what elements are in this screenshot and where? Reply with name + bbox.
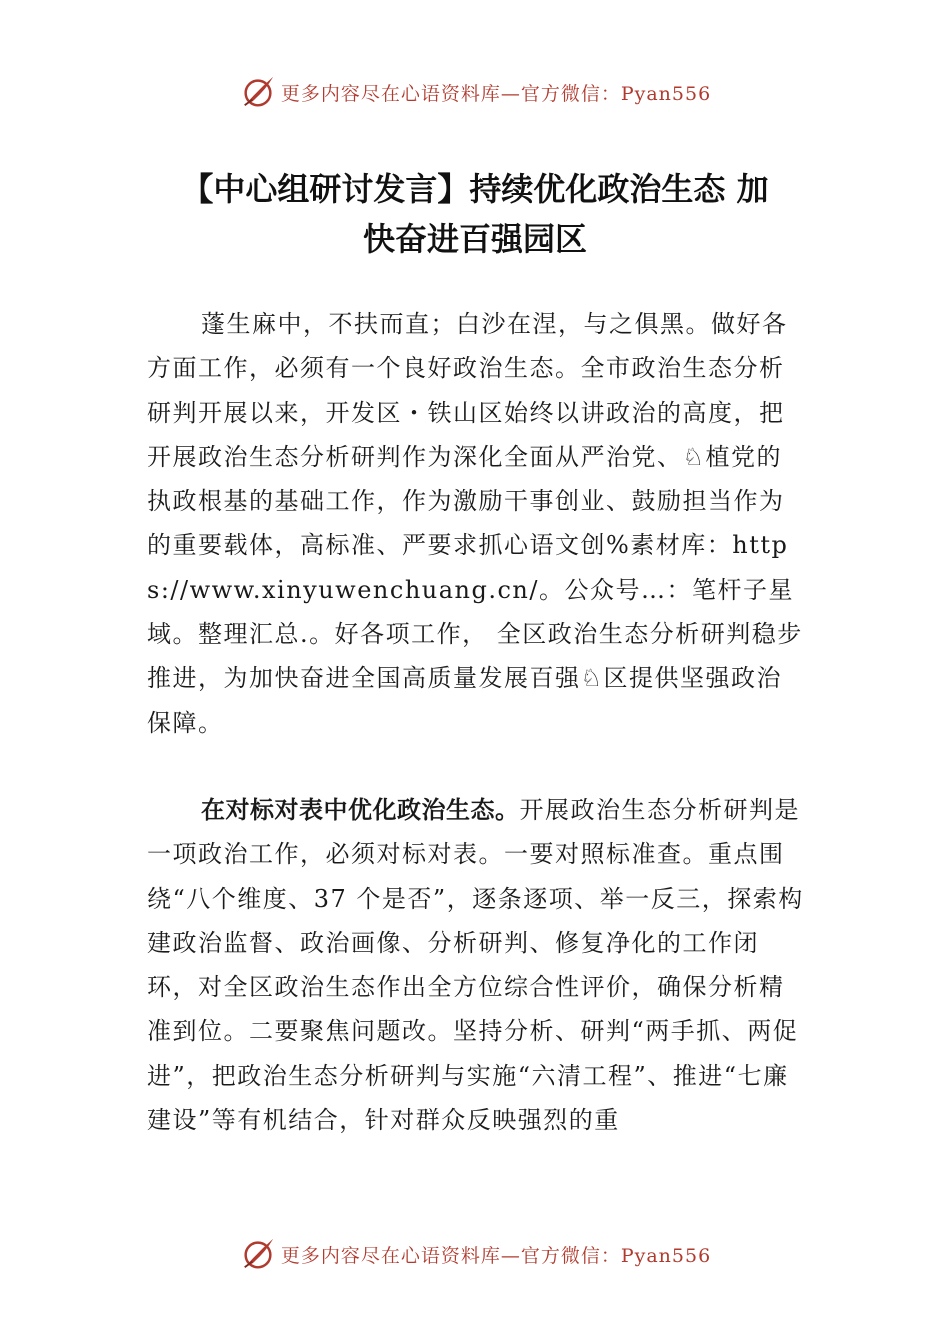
paragraph-2-lead: 在对标对表中优化政治生态。 [201,796,520,824]
title-line-2: 快奋进百强园区 [362,220,587,258]
document-title [145,164,805,264]
title-line-1: 【中心组研讨发言】持续优化政治生态 加 [181,170,769,208]
footer-banner [0,1232,950,1276]
header-banner-text: 更多内容尽在心语资料库—官方微信：Pyan556 [280,82,712,105]
paragraph-1: 蓬生麻中，不扶而直；白沙在涅，与之俱黑。做好各方面工作，必须有一个良好政治生态。全市政治生态分析研判开展以来，开发区・铁山区始终以讲政治的高度，把开展政治生态分析研判作为深化全面从严治党、♘植党的执政根基的基础工作，作为激励干事创业、鼓励担当作为的重要载体，高标准、严要求抓心语文创%素材库：https://www.xinyuwenchuang.cn/。公众号…：笔杆子星域。整理汇总.。好各项工作， 全区政治生态分析研判稳步推进，为加快奋进全国高质量发展百强♘区提供坚强政治保障。 [147,310,803,737]
paragraph-2-body: 开展政治生态分析研判是一项政治工作，必须对标对表。一要对照标准查。重点围绕“八个维度、37 个是否”，逐条逐项、举一反三，探索构建政治监督、政治画像、分析研判、修复净化的工作闭环，对全区政治生态作出全方位综合性评价，确保分析精准到位。二要聚焦问题改。坚持分析、研判“两手抓、两促进”，把政治生态分析研判与实施“六清工程”、推进“七廉建设”等有机结合，针对群众反映强烈的重 [147,796,804,1135]
header-banner [0,70,950,114]
quill-pen-logo-icon [239,1235,277,1273]
paragraph-2 [147,788,807,1142]
footer-banner-text: 更多内容尽在心语资料库—官方微信：Pyan556 [280,1244,712,1267]
quill-pen-logo-icon [239,73,277,111]
